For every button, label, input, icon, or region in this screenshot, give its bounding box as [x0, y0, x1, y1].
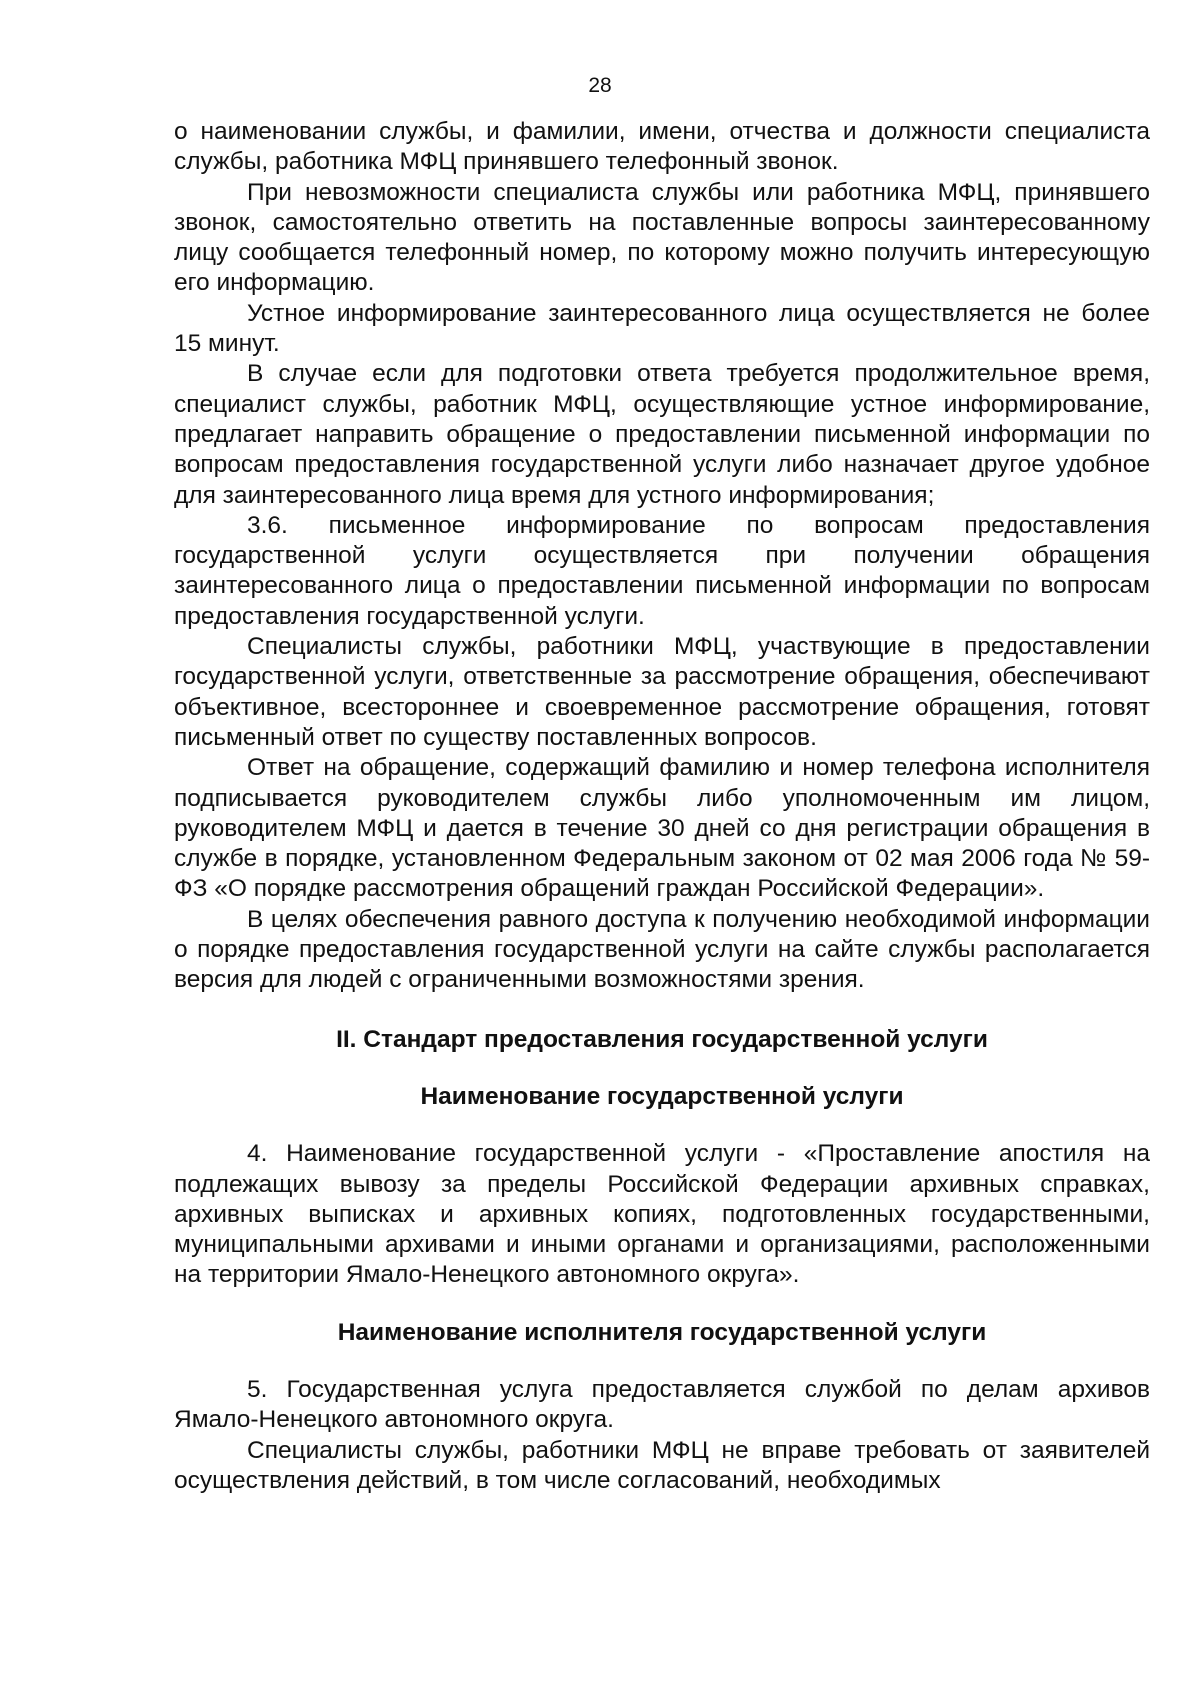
paragraph-4: 4. Наименование государственной услуги - «Проставление апостиля на подлежащих вывозу за пределы Российской Федерации архивных справках, архивных выписках и архивных копиях, подготовленных государственными, муниципальными архивами и иными органами и организациями, расположенными на территории Ямало-Ненецкого автономного округа».: [174, 1140, 1150, 1289]
paragraph-5: 5. Государственная услуга предоставляется службой по делам архивов Ямало-Ненецкого автономного округа.: [174, 1375, 1150, 1434]
body-paragraph: При невозможности специалиста службы или работника МФЦ, принявшего звонок, самостоятельно ответить на поставленные вопросы заинтересованному лицу сообщается телефонный номер, по которому можно получить интересующую его информацию.: [174, 178, 1150, 297]
body-paragraph: 3.6. письменное информирование по вопросам предоставления государственной услуги осуществляется при получении обращения заинтересованного лица о предоставлении письменной информации по вопросам предоставления государственной услуги.: [174, 511, 1150, 630]
body-paragraph: Устное информирование заинтересованного лица осуществляется не более 15 минут.: [174, 299, 1150, 358]
body-paragraph: о наименовании службы, и фамилии, имени, отчества и должности специалиста службы, работника МФЦ принявшего телефонный звонок.: [174, 118, 1150, 176]
body-paragraph: В случае если для подготовки ответа требуется продолжительное время, специалист службы, работник МФЦ, осуществляющие устное информирование, предлагает направить обращение о предоставлении письменной информации по вопросам предоставления государственной услуги либо назначает другое удобное для заинтересованного лица время для устного информирования;: [174, 360, 1150, 509]
body-paragraph: Ответ на обращение, содержащий фамилию и номер телефона исполнителя подписывается руководителем службы либо уполномоченным им лицом, руководителем МФЦ и дается в течение 30 дней со дня регистрации обращения в службе в порядке, установленном Федеральным законом от 02 мая 2006 года № 59-ФЗ «О порядке рассмотрения обращений граждан Российской Федерации».: [174, 754, 1150, 903]
body-paragraph: Специалисты службы, работники МФЦ, участвующие в предоставлении государственной услуги, ответственные за рассмотрение обращения, обеспечивают объективное, всестороннее и своевременное рассмотрение обращения, готовят письменный ответ по существу поставленных вопросов.: [174, 633, 1150, 751]
body-paragraph: В целях обеспечения равного доступа к получению необходимой информации о порядке предоставления государственной услуги на сайте службы располагается версия для людей с ограниченными возможностями зрения.: [174, 905, 1150, 994]
paragraph-5-continued: Специалисты службы, работники МФЦ не вправе требовать от заявителей осуществления действий, в том числе согласований, необходимых: [174, 1436, 1150, 1494]
section-heading: II. Стандарт предоставления государственной услуги: [336, 1025, 988, 1053]
page-number: 28: [588, 74, 612, 97]
document-body: [174, 117, 1150, 1496]
top-paragraphs: [174, 117, 1150, 996]
executor-heading: Наименование исполнителя государственной услуги: [337, 1318, 987, 1346]
service-name-heading: Наименование государственной услуги: [420, 1082, 904, 1110]
